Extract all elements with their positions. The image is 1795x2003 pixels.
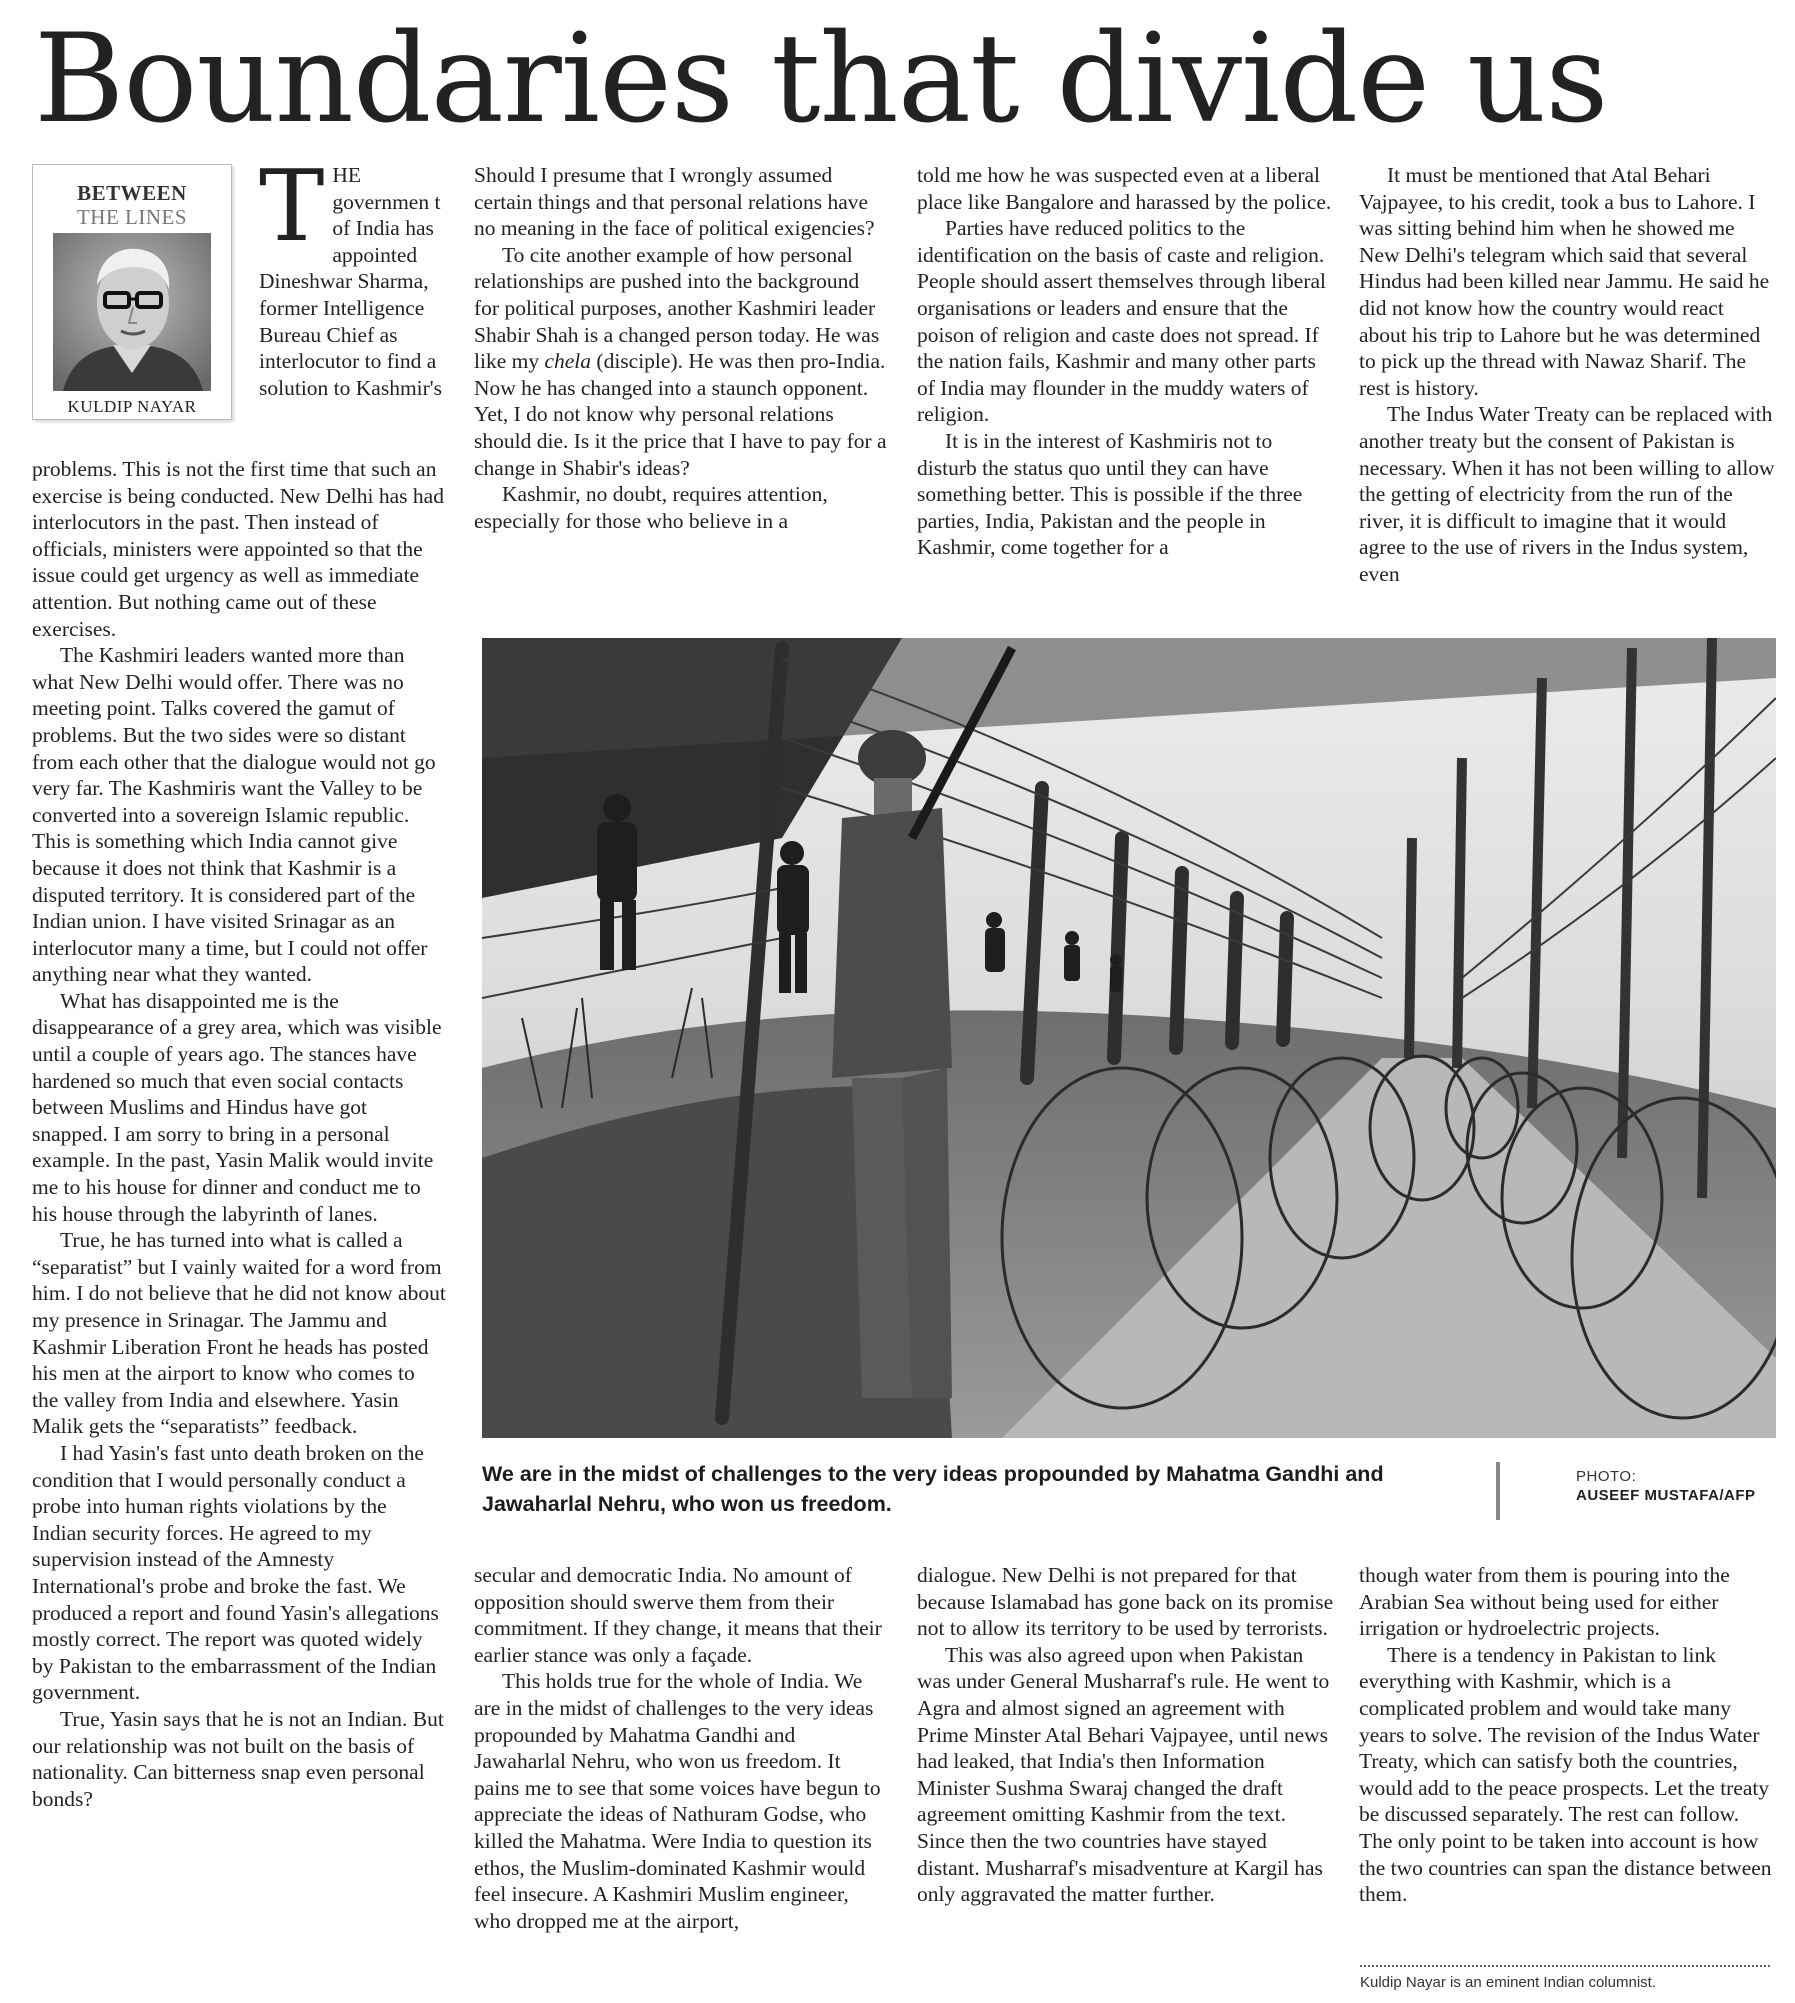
paragraph: dialogue. New Delhi is not prepared for that because Islamabad has gone back on its promise not to allow its territory to be used by terrorists. [917,1563,1334,1641]
column-name-line2: THE LINES [76,205,188,229]
column-2-bottom-text [474,1562,888,1934]
intro-block [32,150,446,462]
headline: Boundaries that divide us [34,8,1608,151]
author-portrait [53,233,211,391]
paragraph: This was also agreed upon when Pakistan was under General Musharraf's rule. He went to Agra and almost signed an agreement with Prime Minster Atal Behari Vajpayee, until news had leaked, that India's then Information Minister Sushma Swaraj changed the draft agreement omitting Kashmir from the text. Since then the two countries have stayed distant. Musharraf's misadventure at Kargil has only aggravated the matter further. [917,1642,1330,1907]
column-3-bottom-text [917,1562,1334,1908]
column-name-line1: BETWEEN [77,181,187,205]
paragraph: Parties have reduced politics to the identification on the basis of caste and religion. People should assert themselves through liberal organisations or leaders and ensure that the poison of religion and caste does not spread. If the nation fails, Kashmir and many other parts of India may flounder in the muddy waters of religion. [917,216,1327,427]
photo-credit-label: PHOTO: [1576,1468,1637,1485]
column-byline-box [32,164,232,420]
paragraph: True, Yasin says that he is not an Indian. But our relationship was not built on the basis of nationality. Can bitterness snap even personal bonds? [32,1706,444,1811]
paragraph [474,242,888,481]
border-fence-photo [482,638,1776,1438]
paragraph: though water from them is pouring into the Arabian Sea without being used for either irrigation or hydroelectric projects. [1359,1563,1730,1641]
paragraph: This holds true for the whole of India. We are in the midst of challenges to the very ideas propounded by Mahatma Gandhi and Jawaharlal Nehru, who won us freedom. It pains me to see that some voices have begun to appreciate the ideas of Nathuram Godse, who killed the Mahatma. Were India to question its ethos, the Muslim-dominated Kashmir would feel insecure. A Kashmiri Muslim engineer, who dropped me at the airport, [474,1669,881,1933]
photo-credit-name: AUSEEF MUSTAFA/AFP [1576,1487,1756,1504]
paragraph: There is a tendency in Pakistan to link everything with Kashmir, which is a complicated problem and would take many years to solve. The revision of the Indus Water Treaty, which can satisfy both the countries, would add to the peace prospects. Let the treaty be discussed separately. The rest can follow. The only point to be taken into account is how the two countries can span the distance between them. [1359,1642,1772,1907]
author-portrait-image [53,233,211,391]
column-1-text [32,456,446,1812]
column-4-top-text [1359,162,1776,588]
paragraph: What has disappointed me is the disappearance of a grey area, which was visible until a couple of years ago. The stances have hardened so much that even social contacts between Muslims and Hindus have got snapped. I am sorry to bring in a personal example. In the past, Yasin Malik would invite me to his house for dinner and conduct me to his house through the labyrinth of lanes. [32,988,442,1226]
author-name: KULDIP NAYAR [67,397,197,416]
column-4-bottom-text [1359,1562,1776,1908]
paragraph: It must be mentioned that Atal Behari Vajpayee, to his credit, took a bus to Lahore. I was sitting behind him when he showed me New Delhi's telegram which said that several Hindus had been killed near Jammu. He said he did not know how the country would react about his trip to Lahore but he was determined to pick up the thread with Nawaz Sharif. The rest is history. [1359,163,1770,400]
paragraph: True, he has turned into what is called a “separatist” but I vainly waited for a word from him. I do not believe that he did not know about my presence in Srinagar. The Jammu and Kashmir Liberation Front he heads has posted his men at the airport to know who comes to the valley from India and elsewhere. Yasin Malik gets the “separatists” feedback. [32,1228,446,1439]
paragraph: told me how he was suspected even at a liberal place like Bangalore and harassed by the police. [917,163,1332,214]
intro-text [259,150,446,401]
intro-paragraph-text: HE governmen t of India has appointed Dineshwar Sharma, former Intelligence Bureau Chief as interlocutor to find a solution to Kashmir's [259,163,443,400]
paragraph: The Indus Water Treaty can be replaced with another treaty but the consent of Pakistan is necessary. When it has not been willing to allow the getting of electricity from the run of the river, it is difficult to imagine that it would agree to the use of rivers in the Indus system, even [1359,402,1775,586]
tagline-divider [1360,1965,1770,1967]
paragraph-text: To cite another example of how personal relationships are pushed into the background for political purposes, another Kashmiri leader Shabir Shah is a changed person today. He was like my [474,242,880,374]
paragraph-text: (disciple). He was then pro-India. Now he has changed into a staunch opponent. Yet, I do not know why personal relations should die. Is it the price that I have to pay for a change in Shabir's ideas? [474,349,887,480]
paragraph: Should I presume that I wrongly assumed certain things and that personal relations have no meaning in the face of political exigencies? [474,163,875,241]
column-2-top-text [474,162,888,534]
paragraph: problems. This is not the first time that such an exercise is being conducted. New Delhi has had interlocutors in the past. Then instead of officials, ministers were appointed so that the issue could get urgency as well as immediate attention. But nothing came out of these exercises. [32,457,444,641]
column-3-top-text [917,162,1334,561]
news-photo [482,638,1776,1438]
paragraph: secular and democratic India. No amount of opposition should swerve them from their commitment. If they change, it means that their earlier stance was only a façade. [474,1563,882,1667]
paragraph: I had Yasin's fast unto death broken on the condition that I would personally conduct a probe into human rights violations by the Indian security forces. He agreed to my supervision instead of the Amnesty International's probe and broke the fast. We produced a report and found Yasin's allegations mostly correct. The report was quoted widely by Pakistan to the embarrassment of the Indian government. [32,1440,439,1705]
intro-paragraph [259,150,446,401]
paragraph: The Kashmiri leaders wanted more than what New Delhi would offer. There was no meeting point. Talks covered the gamut of problems. But the two sides were so distant from each other that the dialogue would not go very far. The Kashmiris want the Valley to be converted into a sovereign Islamic republic. This is something which India cannot give because it does not think that Kashmir is a disputed territory. It is considered part of the Indian union. I have visited Srinagar as an interlocutor many a time, but I could not offer anything near what they wanted. [32,643,436,987]
paragraph: Kashmir, no doubt, requires attention, especially for those who believe in a [474,482,828,533]
italic-term: chela [544,349,592,374]
author-tagline: Kuldip Nayar is an eminent Indian columnist. [1360,1974,1656,1991]
paragraph: It is in the interest of Kashmiris not to disturb the status quo until they can have something better. This is possible if the three parties, India, Pakistan and the people in Kashmir, come together for a [917,428,1303,560]
drop-cap: T [259,150,325,264]
caption-divider [1496,1462,1500,1520]
photo-caption: We are in the midst of challenges to the very ideas propounded by Mahatma Gandhi and Jawaharlal Nehru, who won us freedom. [482,1462,1384,1516]
